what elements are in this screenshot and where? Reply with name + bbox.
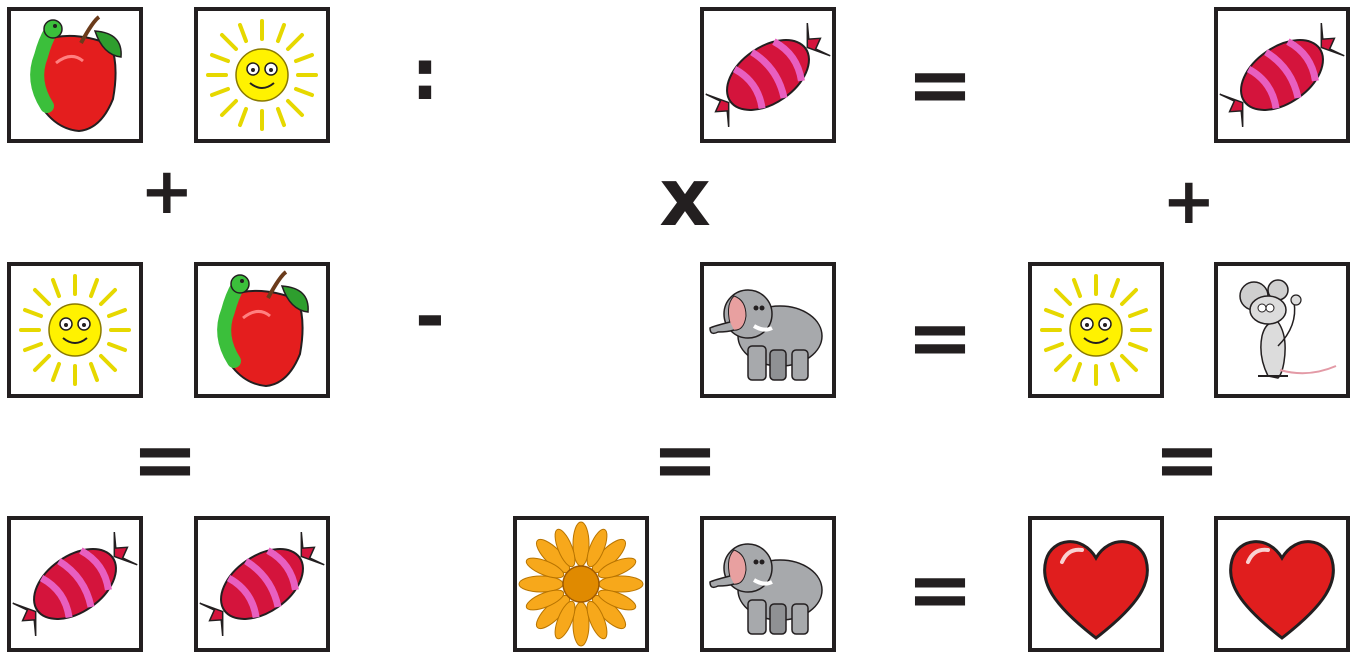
- candy-tile: [700, 7, 836, 143]
- plus-operator: +: [1162, 165, 1216, 239]
- heart-tile: [1214, 516, 1350, 652]
- flower-tile: [513, 516, 649, 652]
- sun-tile: [7, 262, 143, 398]
- elephant-tile: [700, 262, 836, 398]
- heart-icon: [1218, 520, 1346, 648]
- sun-tile: [194, 7, 330, 143]
- sun-icon: [198, 11, 326, 139]
- sun-icon: [11, 266, 139, 394]
- mouse-icon: [1218, 266, 1346, 394]
- apple-icon: [198, 266, 326, 394]
- flower-icon: [517, 520, 645, 648]
- apple-tile: [7, 7, 143, 143]
- candy-icon: [704, 11, 832, 139]
- apple-icon: [11, 11, 139, 139]
- candy-tile: [7, 516, 143, 652]
- equals-operator: =: [906, 543, 974, 636]
- heart-icon: [1032, 520, 1160, 648]
- candy-icon: [11, 520, 139, 648]
- candy-tile: [1214, 7, 1350, 143]
- mouse-tile: [1214, 262, 1350, 398]
- sun-tile: [1028, 262, 1164, 398]
- times-operator: x: [659, 151, 711, 244]
- sun-icon: [1032, 266, 1160, 394]
- elephant-icon: [704, 266, 832, 394]
- equals-operator: =: [1153, 413, 1221, 506]
- heart-tile: [1028, 516, 1164, 652]
- plus-operator: +: [140, 155, 194, 229]
- equals-operator: =: [651, 413, 719, 506]
- apple-tile: [194, 262, 330, 398]
- candy-tile: [194, 516, 330, 652]
- candy-icon: [1218, 11, 1346, 139]
- candy-icon: [198, 520, 326, 648]
- elephant-icon: [704, 520, 832, 648]
- equals-operator: =: [131, 413, 199, 506]
- divide-operator: :: [411, 34, 439, 116]
- minus-operator: -: [415, 274, 445, 358]
- elephant-tile: [700, 516, 836, 652]
- equals-operator: =: [906, 38, 974, 131]
- equals-operator: =: [906, 291, 974, 384]
